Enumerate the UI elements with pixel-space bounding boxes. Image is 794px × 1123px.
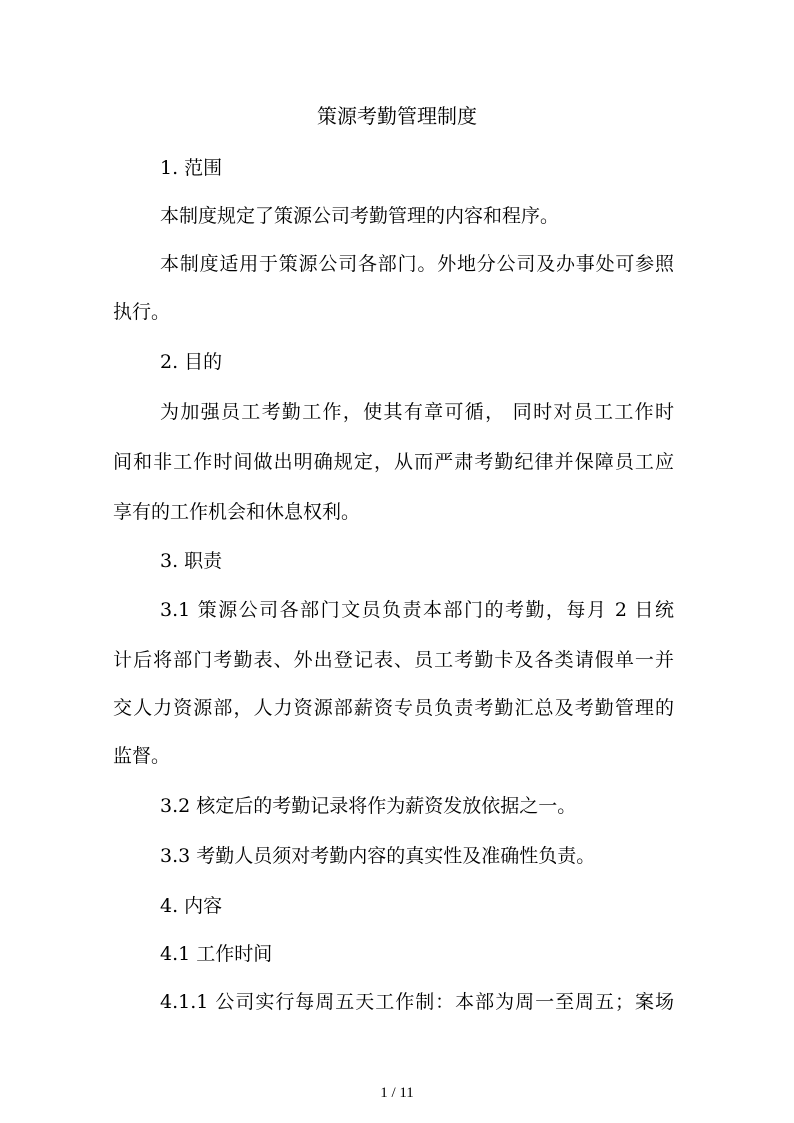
paragraph-line: 本制度规定了策源公司考勤管理的内容和程序。 [160,205,560,227]
section-heading-content: 4. 内容 [160,895,223,917]
paragraph-line: 交人力资源部，人力资源部薪资专员负责考勤汇总及考勤管理的 [113,697,674,719]
paragraph-line: 计后将部门考勤表、外出登记表、员工考勤卡及各类请假单一并 [113,649,674,671]
paragraph-line: 监督。 [113,745,171,767]
paragraph-line: 间和非工作时间做出明确规定，从而严肃考勤纪律并保障员工应 [113,451,674,473]
paragraph-line: 为加强员工考勤工作，使其有章可循， 同时对员工工作时 [160,401,674,423]
section-heading-purpose: 2. 目的 [160,351,223,373]
document-title: 策源考勤管理制度 [317,104,477,128]
paragraph-line: 3.2 核定后的考勤记录将作为薪资发放依据之一。 [160,795,577,817]
paragraph-line: 执行。 [113,301,171,323]
subsection-heading: 4.1 工作时间 [160,943,273,965]
paragraph-line: 4.1.1 公司实行每周五天工作制：本部为周一至周五；案场 [160,991,674,1013]
paragraph-line: 本制度适用于策源公司各部门。外地分公司及办事处可参照 [160,253,674,275]
paragraph-line: 3.3 考勤人员须对考勤内容的真实性及准确性负责。 [160,845,596,867]
section-heading-scope: 1. 范围 [160,157,223,179]
paragraph-line: 3.1 策源公司各部门文员负责本部门的考勤，每月 2 日统 [160,599,674,621]
section-heading-duties: 3. 职责 [160,550,223,572]
page-indicator: 1 / 11 [380,1085,414,1101]
paragraph-line: 享有的工作机会和休息权利。 [113,501,361,523]
